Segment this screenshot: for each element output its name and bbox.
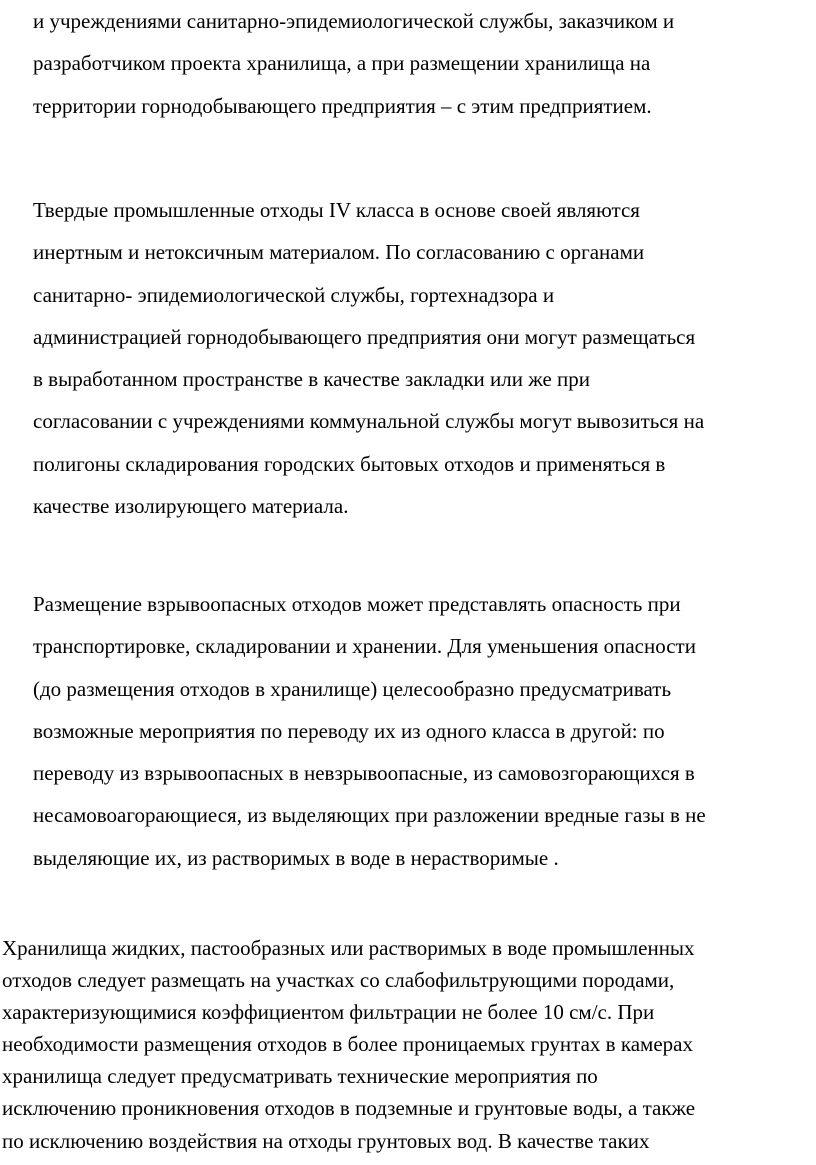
text-line: характеризующимися коэффициентом фильтрации не более 10 см/с. При	[2, 1000, 655, 1025]
text-line: в выработанном пространстве в качестве закладки или же при	[33, 367, 591, 392]
text-line: несамовоагорающиеся, из выделяющих при разложении вредные газы в не	[33, 803, 706, 828]
text-line: Размещение взрывоопасных отходов может представлять опасность при	[33, 592, 681, 616]
text-line: выделяющие их, из растворимых в воде в нерастворимые .	[33, 845, 559, 870]
text-line: (до размещения отходов в хранилище) целесообразно предусматривать	[33, 676, 672, 701]
text-line: хранилища следует предусматривать технические мероприятия по	[2, 1064, 598, 1089]
text-line: качестве изолирующего материала.	[33, 494, 349, 519]
text-line: по исключению воздействия на отходы грунтовых вод. В качестве таких	[2, 1128, 650, 1153]
paragraph-3	[33, 583, 816, 879]
paragraph-4	[2, 932, 814, 1157]
paragraph-2	[33, 189, 816, 527]
text-line: территории горнодобывающего предприятия – с этим предприятием.	[33, 93, 652, 118]
text-line: Хранилища жидких, пастообразных или растворимых в воде промышленных	[2, 936, 695, 960]
text-line: переводу из взрывоопасных в невзрывоопасные, из самовозгорающихся в	[33, 761, 695, 786]
text-line: возможные мероприятия по переводу их из одного класса в другой: по	[33, 718, 665, 743]
text-line: санитарно- эпидемиологической службы, гортехнадзора и	[33, 282, 555, 307]
paragraph-1	[33, 0, 816, 127]
text-line: отходов следует размещать на участках со слабофильтрующими породами,	[2, 968, 675, 993]
text-line: Твердые промышленные отходы IV класса в основе своей являются	[33, 198, 640, 222]
text-line: полигоны складирования городских бытовых отходов и применяться в	[33, 451, 666, 476]
text-line: необходимости размещения отходов в более проницаемых грунтах в камерах	[2, 1032, 693, 1057]
text-line: разработчиком проекта хранилища, а при размещении хранилища на	[33, 51, 651, 76]
text-line: администрацией горнодобывающего предприятия они могут размещаться	[33, 324, 696, 349]
text-line: исключению проникновения отходов в подземные и грунтовые воды, а также	[2, 1096, 696, 1121]
text-line: инертным и нетоксичным материалом. По согласованию с органами	[33, 240, 645, 265]
text-line: и учреждениями санитарно-эпидемиологической службы, заказчиком и	[33, 9, 675, 33]
text-line: транспортировке, складировании и хранении. Для уменьшения опасности	[33, 634, 696, 659]
text-line: согласовании с учреждениями коммунальной службы могут вывозиться на	[33, 409, 705, 434]
